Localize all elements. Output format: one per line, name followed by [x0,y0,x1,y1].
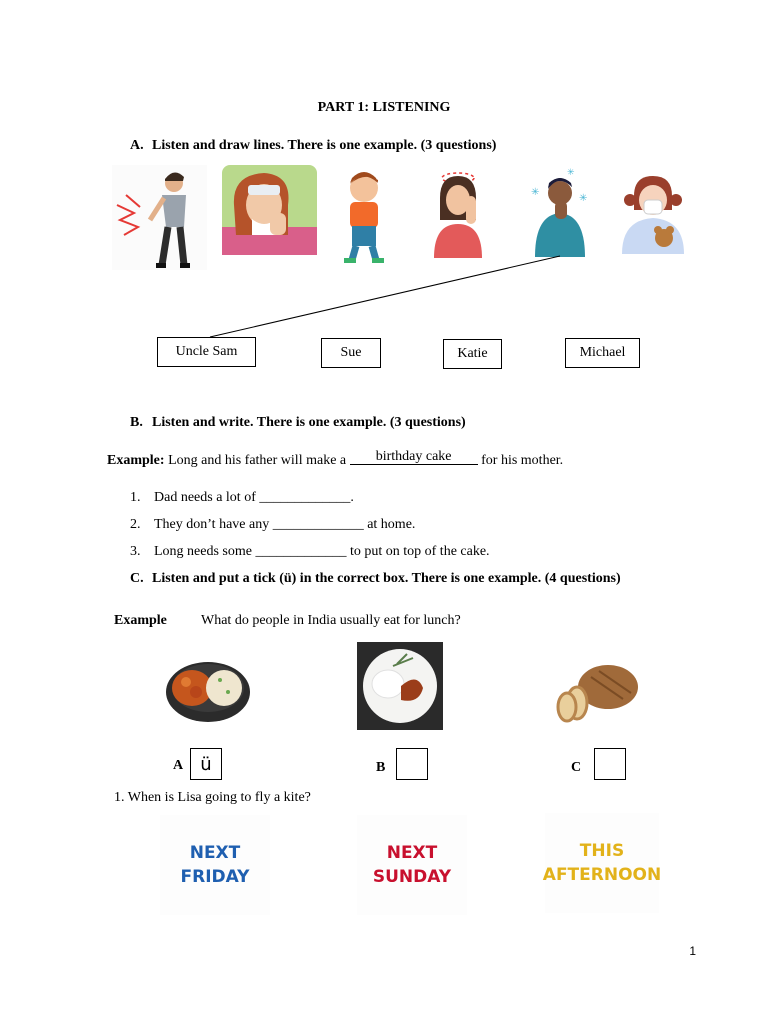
section-c-letter: C. [130,571,144,586]
section-b-example [107,449,564,469]
option-c-label: C [571,760,582,775]
next-sunday-card [357,815,467,915]
rice-chicken-plate-icon [357,642,443,730]
example-text-after: for his mother. [477,453,564,468]
card-line-1: NEXT [386,843,438,863]
svg-text:✳: ✳ [579,193,588,204]
svg-text:✳: ✳ [567,167,575,177]
name-box-sue: Sue [321,338,381,368]
svg-text:✳: ✳ [531,187,540,198]
section-a-letter: A. [130,138,144,153]
question-text: Long needs some _____________ to put on top of the cake. [154,544,490,559]
question-text: They don’t have any _____________ at home. [154,517,416,532]
section-c-question-1: 1. When is Lisa going to fly a kite? [114,790,311,805]
option-a-tick-box[interactable]: ü [190,748,222,780]
question-number: 2. [130,517,141,532]
question-b-2 [130,517,415,533]
example-label: Example: [107,453,165,468]
section-c-text: Listen and put a tick (ü) in the correct box. There is one example. (4 questions) [152,571,621,586]
name-box-uncle-sam: Uncle Sam [157,337,256,367]
card-line-2: SUNDAY [372,867,452,887]
option-b-label: B [376,760,386,775]
name-box-michael: Michael [565,338,640,368]
section-b-heading [130,415,466,431]
question-b-3 [130,544,490,560]
card-line-1: NEXT [189,843,241,863]
example-answer-blank: birthday cake [350,450,478,465]
curry-rice-bowl-icon [162,650,254,730]
question-number: 1. [130,490,141,505]
option-c-tick-box[interactable] [594,748,626,780]
section-b-text: Listen and write. There is one example. (3 questions) [152,415,466,430]
card-line-1: THIS [579,841,625,861]
section-b-letter: B. [130,415,143,430]
example-connecting-line [0,0,768,400]
section-a-text: Listen and draw lines. There is one example. (3 questions) [152,138,497,153]
section-c-example-label: Example [114,613,167,628]
option-b-tick-box[interactable] [396,748,428,780]
card-line-2: AFTERNOON [542,865,662,885]
question-b-1 [130,490,354,506]
question-number: 3. [130,544,141,559]
option-a-label: A [173,758,184,773]
page-number: 1 [689,944,696,958]
next-friday-card [160,815,270,915]
part-title: PART 1: LISTENING [317,100,451,115]
section-c-heading [130,571,621,587]
section-c-example-question: What do people in India usually eat for lunch? [201,613,461,628]
bread-loaf-icon [553,655,643,727]
this-afternoon-card [542,813,662,913]
card-line-2: FRIDAY [180,867,250,887]
example-text-before: Long and his father will make a [164,453,350,468]
question-text: Dad needs a lot of _____________. [154,490,354,505]
name-box-katie: Katie [443,339,502,369]
